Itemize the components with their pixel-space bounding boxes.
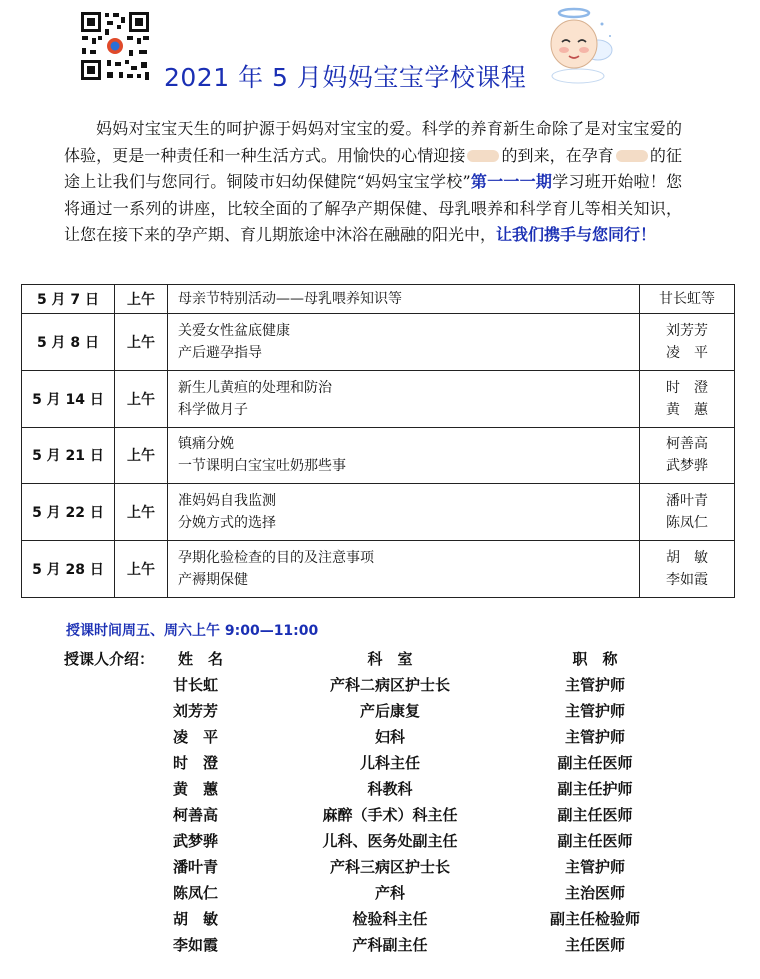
- angel-baby-icon: [540, 4, 620, 86]
- list-item: [0, 726, 760, 750]
- instructor-name: 李如霞: [173, 936, 219, 954]
- speaker-cell: [640, 541, 735, 598]
- speaker-name: 刘芳芳: [666, 322, 708, 339]
- instructor-dept: 妇科: [374, 728, 405, 746]
- header-dept: 科 室: [367, 650, 413, 668]
- time-cell: 上午: [115, 314, 168, 371]
- instructor-name: 时 澄: [173, 754, 219, 772]
- speaker-cell: [640, 285, 735, 314]
- instructor-dept: 产科三病区护士长: [329, 858, 450, 876]
- speaker-cell: [640, 484, 735, 541]
- speaker-name: 时 澄: [666, 379, 708, 396]
- instructor-dept: 产科: [374, 884, 405, 902]
- topic-line: 孕期化验检查的目的及注意事项: [178, 550, 374, 567]
- speaker-name: 凌 平: [666, 344, 708, 361]
- topic-line: 产后避孕指导: [178, 344, 262, 361]
- speaker-name: 陈凤仁: [666, 515, 708, 532]
- topic-line: 镇痛分娩: [178, 436, 234, 453]
- topic-cell: [168, 370, 640, 427]
- topic-cell: [168, 541, 640, 598]
- instructor-title: 副主任检验师: [549, 910, 640, 928]
- instructor-name: 潘叶青: [173, 858, 219, 876]
- instructor-dept: 产科副主任: [352, 936, 428, 954]
- time-cell: 上午: [115, 484, 168, 541]
- instructor-name: 武梦骅: [173, 832, 219, 850]
- instructor-name: 黄 蕙: [173, 780, 219, 798]
- speaker-name: 武梦骅: [666, 458, 708, 475]
- table-row: [22, 285, 735, 314]
- list-item: [0, 674, 760, 698]
- topic-cell: [168, 285, 640, 314]
- time-cell: 上午: [115, 285, 168, 314]
- schedule-table: [21, 284, 735, 598]
- instructor-dept: 检验科主任: [352, 910, 428, 928]
- topic-line: 新生儿黄疸的处理和防治: [178, 379, 332, 396]
- instructor-dept: 儿科、医务处副主任: [322, 832, 458, 850]
- topic-cell: [168, 427, 640, 484]
- topic-line: 科学做月子: [178, 401, 248, 418]
- class-time: 授课时间周五、周六上午 9:00—11:00: [66, 623, 319, 639]
- instructor-dept: 麻醉（手术）科主任: [322, 806, 458, 824]
- date-cell: 5 月 8 日: [22, 314, 115, 371]
- intro-text-3: 的征途上让我们与您同行。铜陵市妇幼保健院“妈妈宝宝学校”: [64, 145, 682, 191]
- instructor-dept: 产后康复: [359, 702, 420, 720]
- instructor-name: 胡 敏: [173, 910, 219, 928]
- instructors-label: 授课人介绍：: [64, 650, 155, 668]
- list-item: [0, 856, 760, 880]
- instructor-title: 副主任护师: [557, 780, 633, 798]
- instructor-title: 副主任医师: [557, 832, 633, 850]
- list-item: [0, 804, 760, 828]
- date-cell: 5 月 7 日: [22, 285, 115, 314]
- instructor-title: 主治医师: [564, 884, 625, 902]
- speaker-name: 柯善高: [666, 436, 708, 453]
- intro-text-4: 学习班开始啦！您将通过一系列的讲座，比较全面的了解孕产期保健、母乳喂养和科学育儿等相关知识，让您在接下来的孕产期、育儿期旅途中沐浴在融融的阳光中，: [64, 172, 682, 244]
- baby-icon: [616, 150, 648, 162]
- list-item: [0, 830, 760, 854]
- time-cell: 上午: [115, 541, 168, 598]
- instructor-title: 副主任医师: [557, 806, 633, 824]
- instructor-dept: 儿科主任: [359, 754, 420, 772]
- session-number: 第一一一期: [470, 172, 553, 191]
- list-item: [0, 700, 760, 724]
- list-item: [0, 882, 760, 906]
- page-title: 2021 年 5 月妈妈宝宝学校课程: [164, 63, 527, 92]
- list-item: [0, 752, 760, 776]
- header-title: 职 称: [572, 650, 618, 668]
- list-item: [0, 934, 760, 958]
- speaker-name: 胡 敏: [666, 550, 708, 567]
- time-cell: 上午: [115, 427, 168, 484]
- intro-slogan: 让我们携手与您同行！: [496, 225, 657, 244]
- instructor-title: 主管护师: [564, 858, 625, 876]
- topic-line: 准妈妈自我监测: [178, 493, 276, 510]
- time-cell: 上午: [115, 370, 168, 427]
- instructor-name: 陈凤仁: [173, 884, 219, 902]
- topic-cell: [168, 314, 640, 371]
- topic-line: 一节课明白宝宝吐奶那些事: [178, 458, 346, 475]
- instructor-name: 刘芳芳: [173, 702, 219, 720]
- date-cell: 5 月 22 日: [22, 484, 115, 541]
- intro-text-1: 妈妈对宝宝天生的呵护源于妈妈对宝宝的爱。科学的养育新生命除了是对宝宝爱的体验，更是一种责任和一种生活方式。用愉快的心情迎接: [64, 119, 682, 165]
- header-name: 姓 名: [178, 650, 224, 668]
- date-cell: 5 月 28 日: [22, 541, 115, 598]
- topic-line: 分娩方式的选择: [178, 515, 276, 532]
- date-cell: 5 月 21 日: [22, 427, 115, 484]
- table-row: [22, 427, 735, 484]
- qr-code-icon: [79, 10, 151, 82]
- topic-line: 关爱女性盆底健康: [178, 322, 290, 339]
- instructor-dept: 产科二病区护士长: [329, 676, 450, 694]
- date-cell: 5 月 14 日: [22, 370, 115, 427]
- list-item: [0, 908, 760, 932]
- intro-text-2: 的到来，在孕育: [501, 145, 614, 165]
- instructor-name: 甘长虹: [173, 676, 219, 694]
- instructor-name: 柯善高: [173, 806, 219, 824]
- topic-line: 产褥期保健: [178, 572, 248, 589]
- intro-paragraph: [64, 116, 682, 249]
- speaker-cell: [640, 370, 735, 427]
- list-item: [0, 778, 760, 802]
- topic-cell: [168, 484, 640, 541]
- speaker-name: 黄 蕙: [666, 401, 708, 418]
- instructor-title: 主管护师: [564, 676, 625, 694]
- table-row: [22, 370, 735, 427]
- speaker-name: 李如霞: [666, 572, 708, 589]
- table-row: [22, 541, 735, 598]
- speaker-name: 潘叶青: [666, 493, 708, 510]
- baby-icon: [467, 150, 499, 162]
- instructor-title: 主管护师: [564, 702, 625, 720]
- instructor-dept: 科教科: [367, 780, 413, 798]
- instructor-title: 副主任医师: [557, 754, 633, 772]
- table-row: [22, 314, 735, 371]
- topic-line: 母亲节特别活动——母乳喂养知识等: [178, 291, 402, 307]
- instructor-name: 凌 平: [173, 728, 219, 746]
- speaker-cell: [640, 427, 735, 484]
- speaker-name: 甘长虹等: [659, 291, 715, 307]
- table-row: [22, 484, 735, 541]
- speaker-cell: [640, 314, 735, 371]
- instructor-title: 主管护师: [564, 728, 625, 746]
- instructor-title: 主任医师: [564, 936, 625, 954]
